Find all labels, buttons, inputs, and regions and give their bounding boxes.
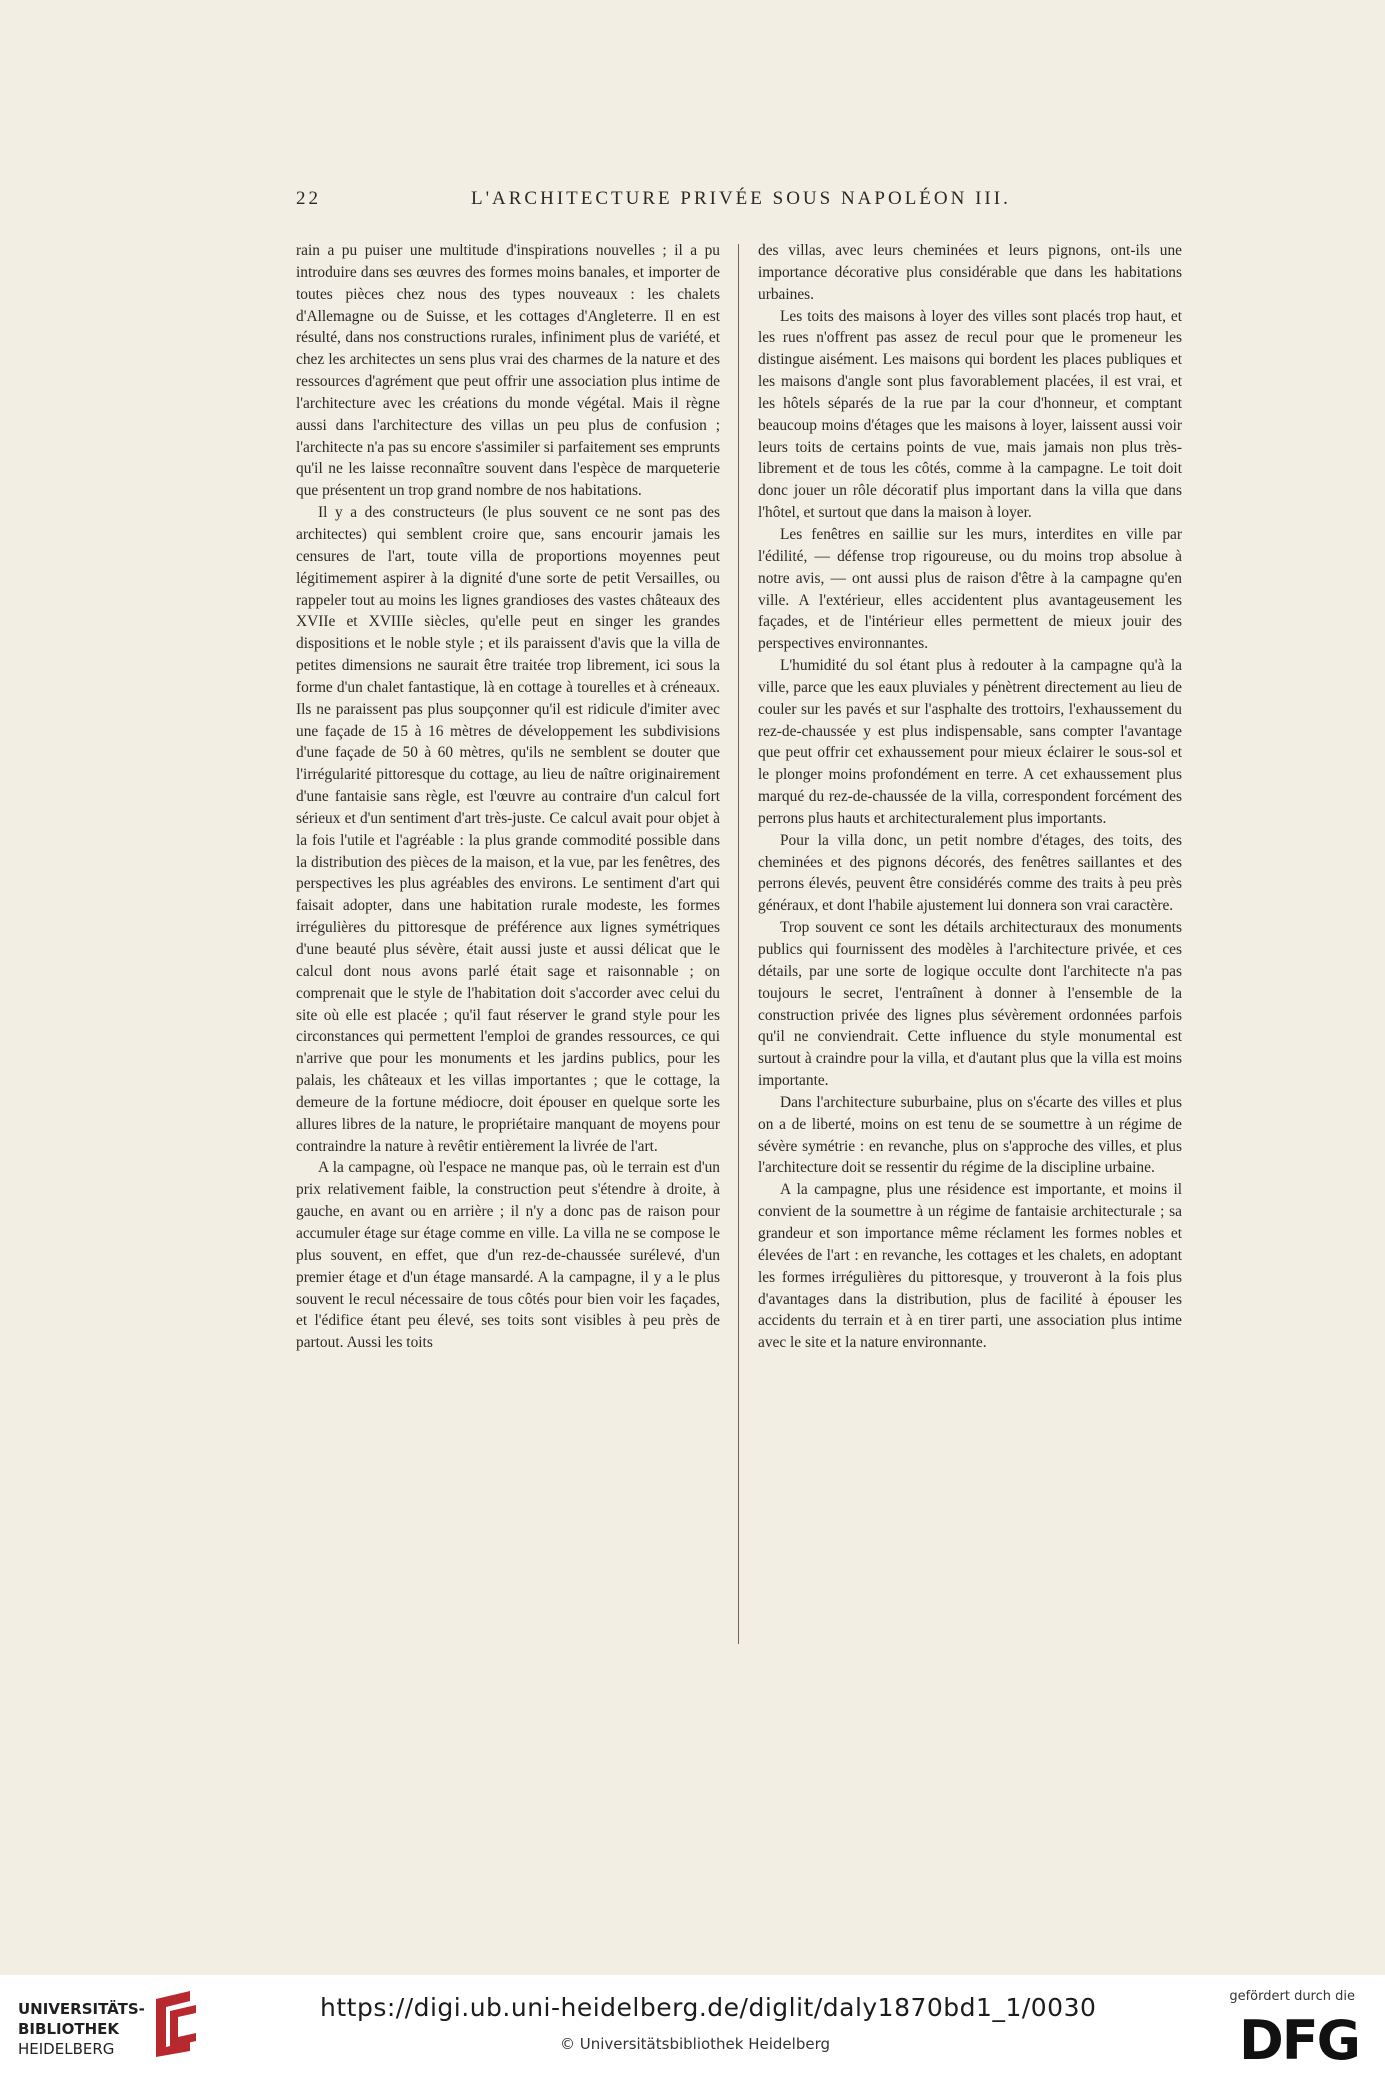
- library-name-line1: UNIVERSITÄTS-: [18, 2000, 145, 2018]
- right-column: [758, 240, 1182, 1354]
- library-name-line3: HEIDELBERG: [18, 2040, 115, 2058]
- text-columns: [296, 240, 1184, 1660]
- paragraph: A la campagne, plus une résidence est importante, et moins il convient de la soumettre à un régime de fantaisie architecturale ; sa grandeur et son importance même réclament les formes nobles et élevées de l'art : en revanche, les cottages et les chalets, en adoptant les formes irrégulières du pittoresque, y trouveront à la fois plus d'avantages dans la distribution, plus de facilité à épouser les accidents du terrain et à en tirer parti, une association plus intime avec le site et la nature environnante.: [758, 1181, 1182, 1352]
- paragraph: Dans l'architecture suburbaine, plus on s'écarte des villes et plus on a de liberté, moins on est tenu de se soumettre à un régime de sévère symétrie : en revanche, plus on s'approche des villes, et plus l'architecture doit se ressentir du régime de la discipline urbaine.: [758, 1093, 1182, 1177]
- paragraph: rain a pu puiser une multitude d'inspirations nouvelles ; il a pu introduire dans ses œuvres des formes moins banales, et importer de toutes pièces chez nous des types nouveaux : les chalets d'Allemagne ou de Suisse, et les cottages d'Angleterre. Il en est résulté, dans nos constructions rurales, infiniment plus de variété, et chez les architectes un sens plus vrai des charmes de la nature et des ressources d'agrément que peut offrir une association plus intime de l'architecture avec les créations du monde végétal. Mais il règne aussi dans l'architecture des villas un peu plus de confusion ; l'architecte n'a pas su encore s'assimiler si parfaitement ses emprunts qu'il ne les laisse reconnaître souvent dans l'espèce de marqueterie que présentent un trop grand nombre de nos habitations.: [296, 242, 720, 500]
- running-title: L'ARCHITECTURE PRIVÉE SOUS NAPOLÉON III.: [471, 188, 1011, 209]
- paragraph: Trop souvent ce sont les détails architecturaux des monuments publics qui fournissent des modèles à l'architecture privée, et ces détails, par une sorte de logique occulte dont l'architecte n'a pas toujours le secret, l'entraînent à donner à l'ensemble de la construction privée des lignes plus sévèrement ordonnées parfois qu'il ne conviendrait. Cette influence du style monumental est surtout à craindre pour la villa, et d'autant plus que la villa est moins importante.: [758, 919, 1182, 1090]
- viewer-footer: [0, 1975, 1385, 2076]
- column-divider: [738, 244, 739, 1644]
- dfg-logo[interactable]: DFG: [1238, 2009, 1359, 2072]
- paragraph: Pour la villa donc, un petit nombre d'étages, des toits, des cheminées et des pignons décorés, des fenêtres saillantes et des perrons élevés, peuvent être considérés comme des traits à peu près généraux, et dont l'habile ajustement lui donnera son vrai caractère.: [758, 831, 1182, 915]
- library-name-line2: BIBLIOTHEK: [18, 2020, 119, 2038]
- paragraph: des villas, avec leurs cheminées et leurs pignons, ont-ils une importance décorative plus considérable que dans les habitations urbaines.: [758, 242, 1182, 303]
- page-number: 22: [296, 188, 321, 209]
- paragraph: A la campagne, où l'espace ne manque pas, où le terrain est d'un prix relativement faible, la construction peut s'étendre à droite, à gauche, en avant ou en arrière ; il n'y a donc pas de raison pour accumuler étage sur étage comme en ville. La villa ne se compose le plus souvent, en effet, que d'un rez-de-chaussée surélevé, d'un premier étage et d'un étage mansardé. A la campagne, il y a le plus souvent le recul nécessaire de tous côtés pour bien voir les façades, et l'édifice étant peu élevé, ses toits sont visibles à peu près de partout. Aussi les toits: [296, 1159, 720, 1352]
- paragraph: L'humidité du sol étant plus à redouter à la campagne qu'à la ville, parce que les eaux pluviales y pénètrent directement au lieu de couler sur les pavés et sur l'asphalte des trottoirs, l'exhaussement du rez-de-chaussée y est plus indispensable, sans compter l'avantage que peut offrir cet exhaussement pour mieux éclairer le sous-sol et le plonger moins profondément en terre. A cet exhaussement plus marqué du rez-de-chaussée de la villa, correspondent forcément des perrons plus hauts et architecturalement plus importants.: [758, 657, 1182, 827]
- paragraph: Les toits des maisons à loyer des villes sont placés trop haut, et les rues n'offrent pas assez de recul pour que le promeneur les distingue aisément. Les maisons qui bordent les places publiques et les maisons d'angle sont plus favorablement placées, il est vrai, et les hôtels séparés de la rue par la cour d'honneur, et comptant beaucoup moins d'étages que les maisons à loyer, laissent aussi voir leurs toits de certains points de vue, mais jamais non plus très-librement et de tous les côtés, comme à la campagne. Le toit doit donc jouer un rôle décoratif plus important dans la villa que dans l'hôtel, et surtout que dans la maison à loyer.: [758, 307, 1182, 522]
- funded-by-label: gefördert durch die: [1229, 1989, 1355, 2004]
- paragraph: Il y a des constructeurs (le plus souvent ce ne sont pas des architectes) qui semblent croire que, sans encourir jamais les censures de l'art, toute villa de proportions moyennes peut légitimement aspirer à la dignité d'une sorte de petit Versailles, ou rappeler tout au moins les lignes grandioses des vastes châteaux des XVIIe et XVIIIe siècles, qu'elle peut en singer les grandes dispositions et le noble style ; et ils paraissent d'avis que la villa de petites dimensions ne saurait être traitée trop librement, ici sous la forme d'un chalet fantastique, là en cottage à tourelles et à créneaux. Ils ne paraissent pas plus soupçonner qu'il est ridicule d'imiter avec une façade de 15 à 16 mètres de développement les subdivisions d'une façade de 50 à 60 mètres, qu'ils ne semblent se douter que l'irrégularité pittoresque du cottage, au lieu de naître originairement d'une fantaisie sans règle, est l'œuvre au contraire d'un calcul fort sérieux et d'un sentiment d'art très-juste. Ce calcul avait pour objet à la fois l'utile et l'agréable : la plus grande commodité possible dans la distribution des pièces de la maison, et la vue, par les fenêtres, des perspectives les plus agréables des environs. Le sentiment d'art qui faisait adopter, dans une habitation rurale modeste, les formes irrégulières du pittoresque de préférence aux lignes symétriques d'une beauté plus sévère, était aussi juste et aussi délicat que le calcul dont nous avons parlé était sage et raisonnable ; on comprenait que le style de l'habitation doit s'accorder avec celui du site où elle est placée ; qu'il faut réserver le grand style pour les circonstances qui permettent l'emploi de grandes ressources, ce qui n'arrive que pour les monuments et les jardins publics, pour les palais, les châteaux et les villas importantes ; que le cottage, la demeure de la fortune médiocre, doit épouser en quelque sorte les allures libres de la nature, le propriétaire manquant de moyens pour contraindre la nature à revêtir entièrement la livrée de l'art.: [296, 504, 720, 1155]
- copyright-notice: © Universitätsbibliothek Heidelberg: [560, 2035, 831, 2053]
- permalink-url[interactable]: https://digi.ub.uni-heidelberg.de/diglit/daly1870bd1_1/0030: [320, 1993, 1097, 2022]
- left-column: [296, 240, 720, 1354]
- running-head: [296, 188, 1184, 218]
- paragraph: Les fenêtres en saillie sur les murs, interdites en ville par l'édilité, — défense trop rigoureuse, ou du moins trop absolue à notre avis, — ont aussi plus de raison d'être à la campagne qu'en ville. A l'extérieur, elles accidentent plus avantageusement les façades, et de l'intérieur elles permettent de mieux jouir des perspectives environnantes.: [758, 525, 1182, 653]
- library-logo-text[interactable]: [18, 1999, 145, 2059]
- library-logo-icon: [150, 1989, 202, 2059]
